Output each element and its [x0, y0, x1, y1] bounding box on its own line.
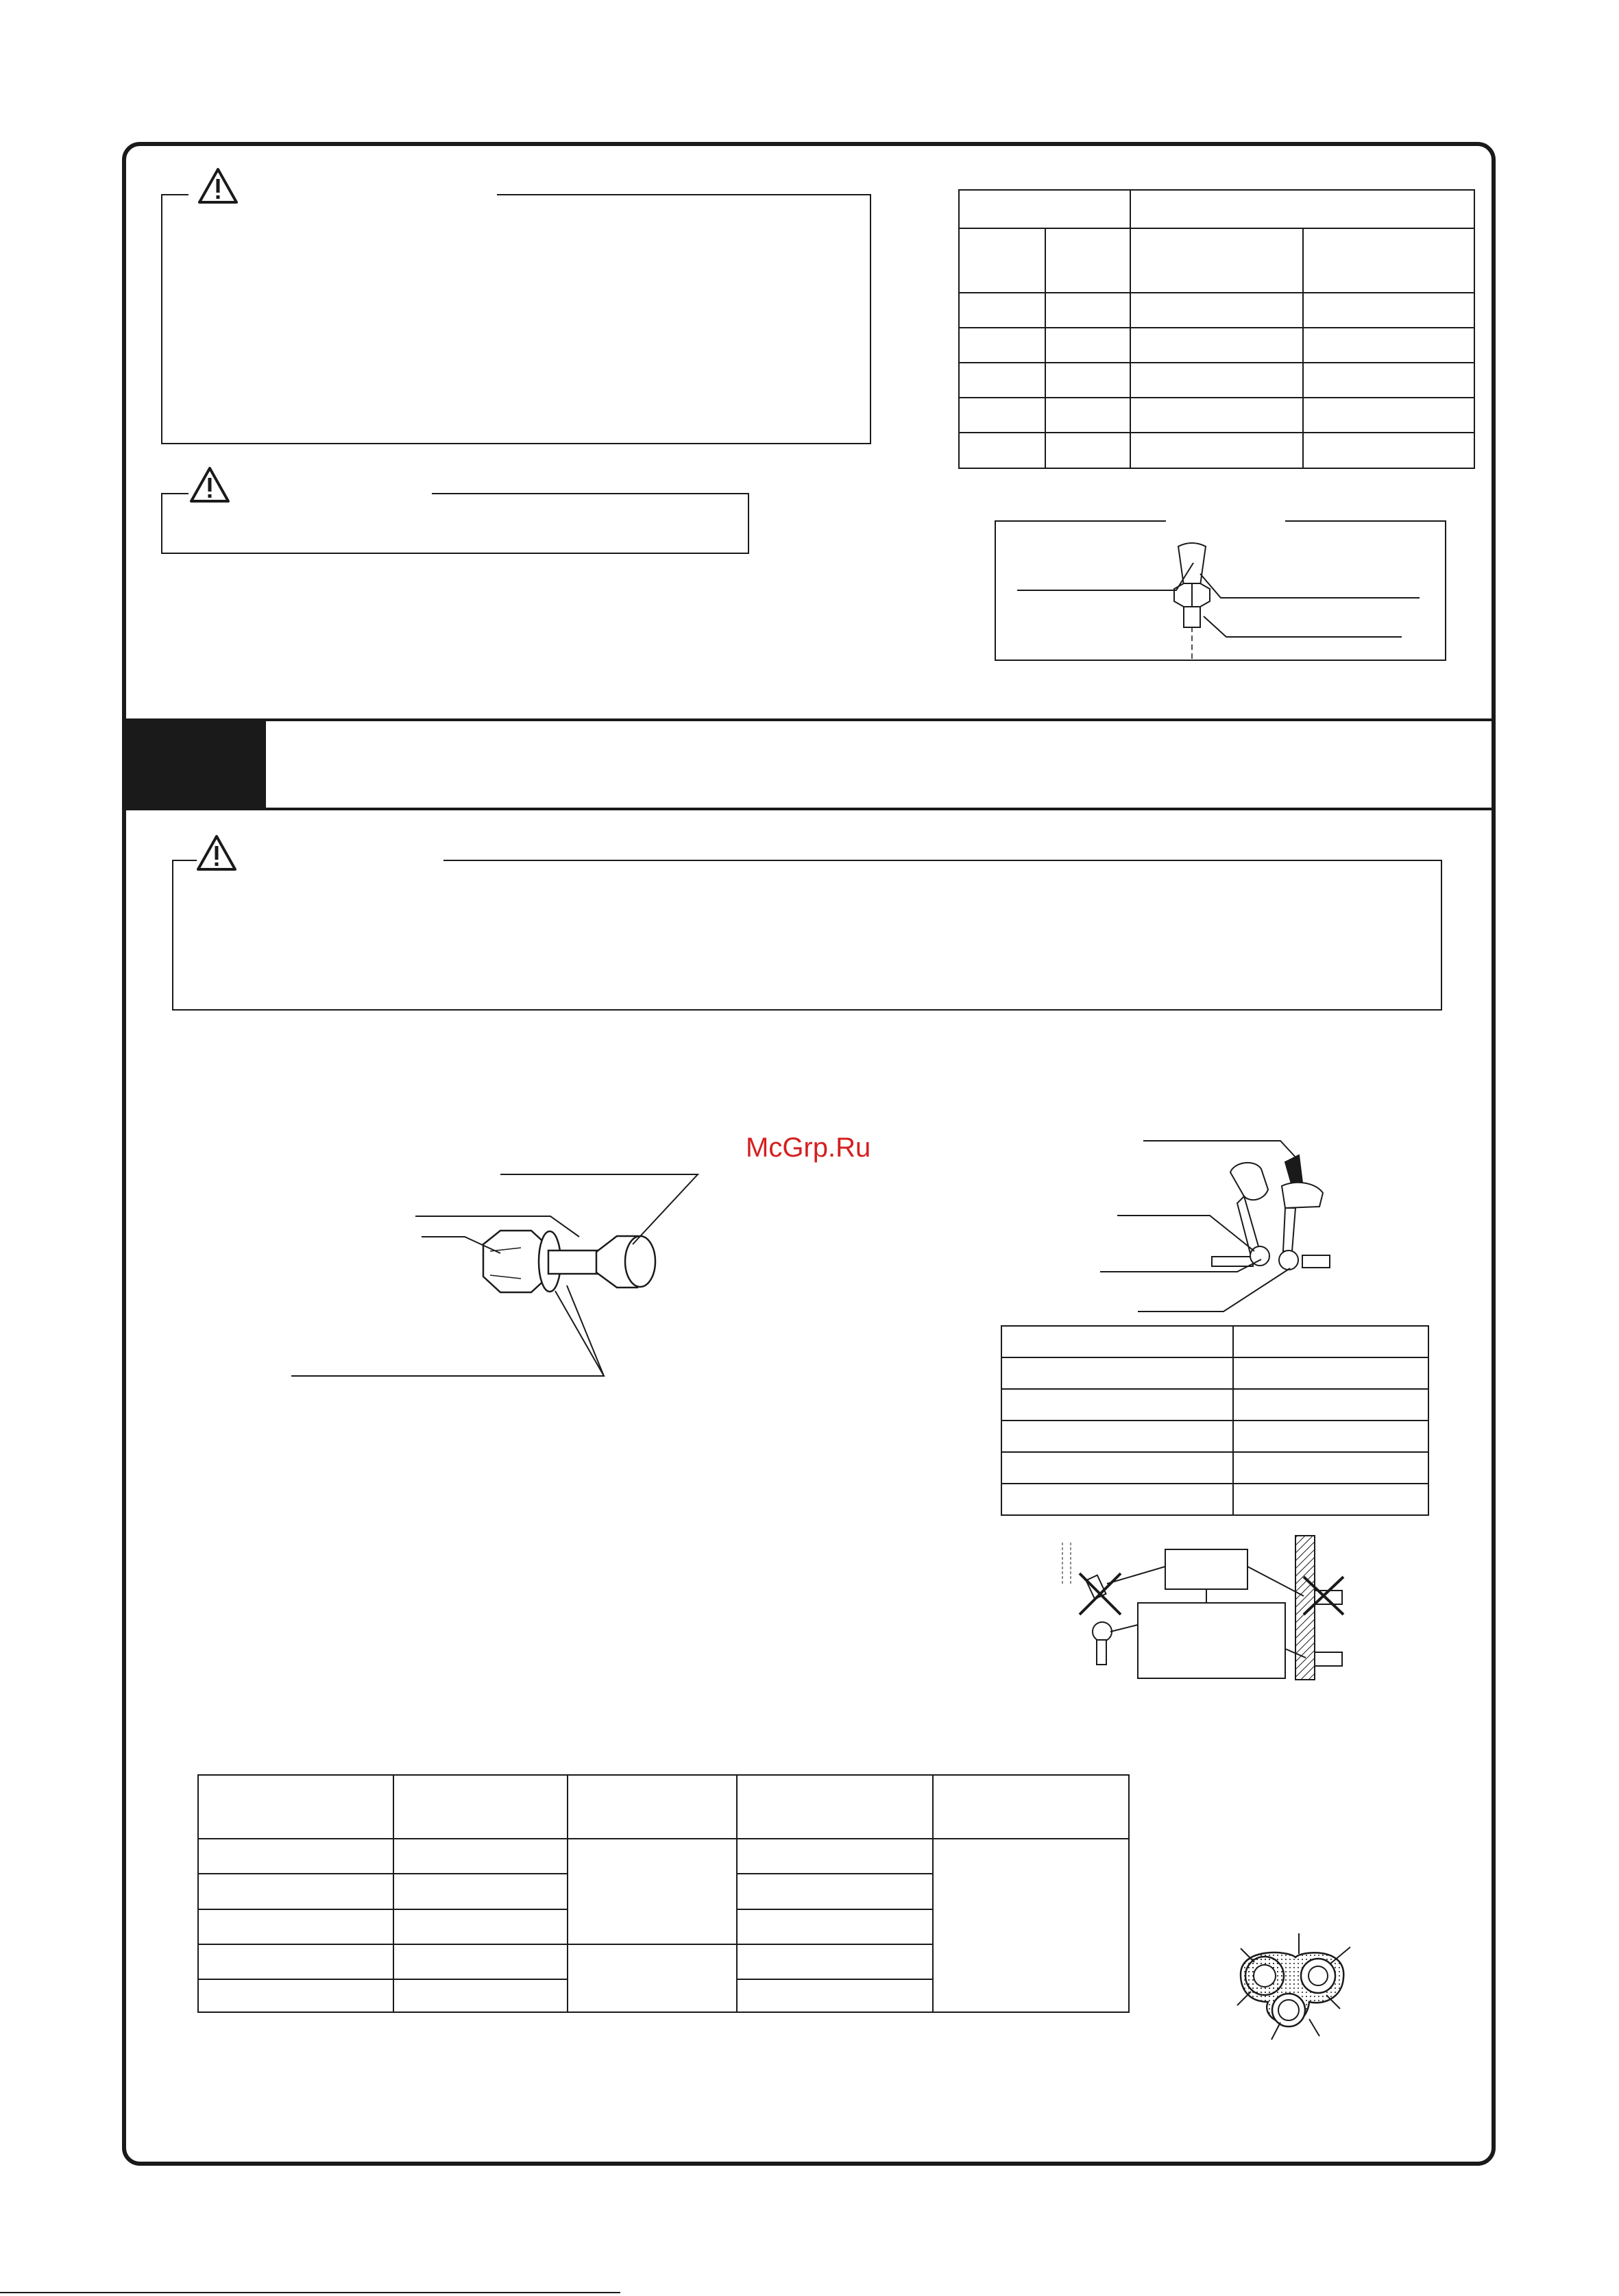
table-cell: [1233, 1452, 1428, 1484]
table-cell: [959, 398, 1045, 433]
section-number-tab: [122, 718, 266, 810]
caution-box-1-top-edge: [161, 493, 188, 494]
table-cell: [1303, 228, 1474, 293]
table-cell: [1303, 293, 1474, 328]
tightening-torque-table: [1001, 1325, 1429, 1516]
table-cell: [1233, 1357, 1428, 1389]
table-cell: [1233, 1421, 1428, 1452]
pipe-insulation-table: [197, 1774, 1130, 2014]
warning-triangle-icon: [189, 466, 230, 503]
table-cell: [1303, 433, 1474, 468]
footer-rule: [0, 2292, 620, 2293]
table-cell: [1130, 433, 1303, 468]
table-cell: [959, 190, 1130, 228]
table-cell: [1001, 1326, 1233, 1357]
table-cell: [959, 433, 1045, 468]
table-cell: [1001, 1357, 1233, 1389]
flare-nut-exploded-diagram: [295, 1165, 720, 1385]
warning-box-1-top-edge: [497, 194, 871, 195]
table-cell: [1001, 1484, 1233, 1515]
table-cell: [1303, 363, 1474, 398]
table-cell: [959, 363, 1045, 398]
torque-wrench-diagram: [1097, 1131, 1343, 1323]
caution-box-1-top-edge: [432, 493, 749, 494]
watermark: McGrp.Ru: [746, 1133, 871, 1163]
table-cell: [1303, 398, 1474, 433]
warning-triangle-icon: [196, 834, 237, 871]
warning-box-2: [172, 860, 1442, 1011]
table-cell: [1233, 1326, 1428, 1357]
insulated-pipe-cross-section: [1227, 1933, 1357, 2064]
warning-box-1-top-edge: [161, 194, 188, 195]
table-cell: [1130, 190, 1474, 228]
table-cell: [1233, 1389, 1428, 1421]
table-cell: [959, 328, 1045, 363]
warning-box-2-top-edge: [443, 860, 1442, 861]
table-cell: [959, 293, 1045, 328]
warning-box-1: [161, 194, 871, 444]
table-cell: [1001, 1421, 1233, 1452]
flare-dimension-table: [958, 189, 1475, 469]
table-cell: [1001, 1389, 1233, 1421]
table-cell: [1233, 1484, 1428, 1515]
table-cell: [1045, 328, 1130, 363]
table-cell: [1130, 328, 1303, 363]
caution-box-1: [161, 493, 749, 554]
table-cell: [1130, 228, 1303, 293]
table-cell: [1045, 398, 1130, 433]
table-cell: [1045, 433, 1130, 468]
warning-box-2-top-edge: [172, 860, 197, 861]
table-cell: [1130, 293, 1303, 328]
table-cell: [1045, 228, 1130, 293]
warning-triangle-icon: [197, 167, 239, 204]
table-cell: [1045, 293, 1130, 328]
connection-do-dont-diagram: [1056, 1529, 1357, 1687]
table-cell: [1045, 363, 1130, 398]
table-cell: [1130, 398, 1303, 433]
table-cell: [1130, 363, 1303, 398]
table-cell: [959, 228, 1045, 293]
table-cell: [1303, 328, 1474, 363]
section-header-band: [122, 718, 1496, 810]
table-cell: [1001, 1452, 1233, 1484]
flare-nut-diagram: [995, 520, 1446, 661]
